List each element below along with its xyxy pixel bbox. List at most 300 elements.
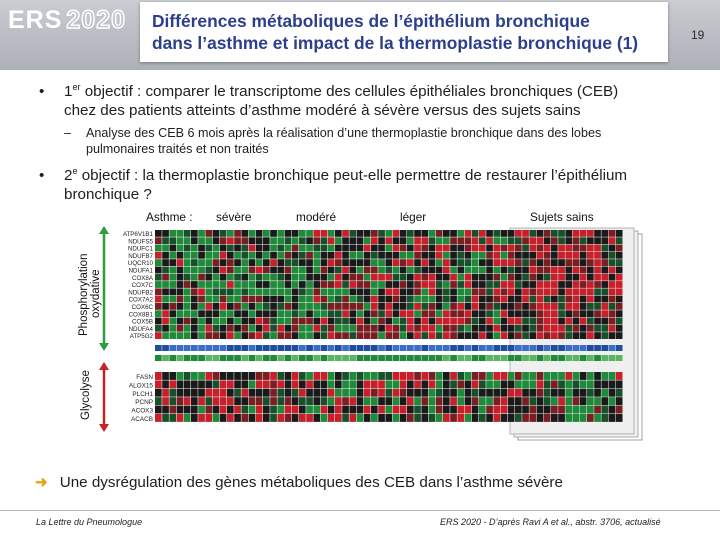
heatmap-cell (328, 372, 335, 380)
heatmap-cell (234, 237, 241, 244)
heatmap-cell (450, 389, 457, 397)
heatmap-cell (263, 230, 270, 237)
heatmap-cell (198, 406, 205, 414)
heatmap-cell (501, 245, 508, 252)
heatmap-cell (479, 332, 486, 339)
heatmap-cell (234, 325, 241, 332)
heatmap-cell (558, 397, 565, 405)
heatmap-cell (270, 267, 277, 274)
heatmap-cell (493, 406, 500, 414)
heatmap-cell (479, 288, 486, 295)
heatmap-cell (472, 267, 479, 274)
heatmap-cell (443, 310, 450, 317)
heatmap-cell (601, 267, 608, 274)
heatmap-cell (155, 332, 162, 339)
group-strip-cell (522, 345, 529, 351)
heatmap-cell (522, 288, 529, 295)
heatmap-cell (565, 406, 572, 414)
heatmap-cell (299, 296, 306, 303)
heatmap-cell (313, 380, 320, 388)
heatmap-cell (436, 274, 443, 281)
heatmap-cell (205, 274, 212, 281)
heatmap-cell (378, 332, 385, 339)
heatmap-cell (299, 259, 306, 266)
heatmap-cell (277, 237, 284, 244)
group-strip-cell (371, 345, 378, 351)
heatmap-cell (565, 252, 572, 259)
heatmap-cell (213, 318, 220, 325)
heatmap-cell (493, 325, 500, 332)
heatmap-cell (472, 252, 479, 259)
heatmap-cell (191, 259, 198, 266)
heatmap-cell (587, 288, 594, 295)
heatmap-cell (551, 372, 558, 380)
heatmap-cell (436, 310, 443, 317)
heatmap-cell (357, 414, 364, 422)
heatmap-cell (544, 310, 551, 317)
group-strip-cell (306, 355, 313, 361)
heatmap-cell (414, 397, 421, 405)
heatmap-cell (364, 245, 371, 252)
heatmap-cell (414, 332, 421, 339)
heatmap-cell (198, 267, 205, 274)
heatmap-cell (407, 406, 414, 414)
heatmap-cell (169, 267, 176, 274)
group-strip-cell (443, 355, 450, 361)
heatmap-cell (299, 325, 306, 332)
heatmap-cell (169, 406, 176, 414)
heatmap-cell (263, 397, 270, 405)
heatmap-cell (501, 325, 508, 332)
heatmap-cell (501, 389, 508, 397)
heatmap-cell (306, 397, 313, 405)
heatmap-cell (299, 288, 306, 295)
heatmap-cell (486, 296, 493, 303)
group-strip-cell (587, 345, 594, 351)
heatmap-cell (364, 310, 371, 317)
heatmap-cell (414, 288, 421, 295)
heatmap-cell (558, 281, 565, 288)
heatmap-cell (551, 288, 558, 295)
heatmap-cell (537, 281, 544, 288)
heatmap-cell (234, 389, 241, 397)
heatmap-cell (544, 372, 551, 380)
heatmap-cell (162, 397, 169, 405)
label-glycolyse: Glycolyse (80, 370, 92, 420)
heatmap-cell (321, 237, 328, 244)
heatmap-cell (234, 380, 241, 388)
heatmap-cell (436, 245, 443, 252)
heatmap-cell (573, 274, 580, 281)
heatmap-cell (450, 230, 457, 237)
heatmap-cell (472, 230, 479, 237)
heatmap-cell (515, 310, 522, 317)
heatmap-cell (306, 230, 313, 237)
heatmap-cell (587, 406, 594, 414)
heatmap-cell (529, 310, 536, 317)
heatmap-cell (429, 252, 436, 259)
heatmap-cell (155, 281, 162, 288)
heatmap-cell (501, 310, 508, 317)
heatmap-cell (299, 252, 306, 259)
heatmap-cell (213, 310, 220, 317)
heatmap-cell (371, 389, 378, 397)
heatmap-cell (155, 406, 162, 414)
heatmap-cell (450, 252, 457, 259)
heatmap-cell (249, 259, 256, 266)
heatmap-cell (587, 281, 594, 288)
heatmap-cell (299, 389, 306, 397)
heatmap-cell (558, 259, 565, 266)
heatmap-cell (249, 245, 256, 252)
heatmap-cell (537, 397, 544, 405)
group-strip-cell (321, 355, 328, 361)
heatmap-cell (508, 414, 515, 422)
heatmap-cell (342, 281, 349, 288)
group-strip-cell (529, 345, 536, 351)
heatmap-cell (378, 318, 385, 325)
heatmap-cell (213, 230, 220, 237)
heatmap-cell (457, 259, 464, 266)
heatmap-cell (169, 372, 176, 380)
heatmap-cell (443, 397, 450, 405)
heatmap-cell (508, 259, 515, 266)
heatmap-cell (169, 288, 176, 295)
heatmap-cell (393, 325, 400, 332)
group-strip-cell (508, 345, 515, 351)
heatmap-cell (551, 267, 558, 274)
heatmap-cell (472, 406, 479, 414)
heatmap-cell (493, 414, 500, 422)
heatmap-cell (601, 288, 608, 295)
heatmap-cell (443, 237, 450, 244)
ers-logo: ERS 2020 (8, 6, 127, 34)
heatmap-cell (429, 310, 436, 317)
heatmap-cell (573, 252, 580, 259)
heatmap-cell (601, 310, 608, 317)
heatmap-cell (155, 245, 162, 252)
heatmap-cell (616, 303, 623, 310)
heatmap-cell (349, 414, 356, 422)
heatmap-cell (371, 372, 378, 380)
heatmap-cell (508, 267, 515, 274)
heatmap-cell (263, 303, 270, 310)
group-strip-cell (277, 355, 284, 361)
bullet-dot: • (39, 83, 45, 100)
heatmap-cell (421, 389, 428, 397)
heatmap-cell (378, 245, 385, 252)
heatmap-cell (529, 332, 536, 339)
heatmap-cell (472, 296, 479, 303)
heatmap-cell (529, 303, 536, 310)
heatmap-cell (220, 296, 227, 303)
heatmap-cell (285, 332, 292, 339)
title-line-1: Différences métaboliques de l’épithélium bronchique (152, 11, 590, 31)
heatmap-cell (501, 332, 508, 339)
heatmap-cell (220, 230, 227, 237)
heatmap-cell (364, 406, 371, 414)
heatmap-cell (306, 296, 313, 303)
heatmap-cell (479, 372, 486, 380)
heatmap-cell (342, 380, 349, 388)
heatmap-cell (198, 230, 205, 237)
heatmap-cell (378, 389, 385, 397)
heatmap-cell (335, 237, 342, 244)
heatmap-cell (450, 406, 457, 414)
group-strip-cell (508, 355, 515, 361)
heatmap-cell (364, 296, 371, 303)
heatmap-cell (573, 259, 580, 266)
heatmap-cell (594, 332, 601, 339)
heatmap-cell (436, 281, 443, 288)
heatmap-cell (587, 414, 594, 422)
heatmap-cell (357, 380, 364, 388)
heatmap-cell (450, 372, 457, 380)
heatmap-cell (234, 318, 241, 325)
heatmap-cell (313, 230, 320, 237)
heatmap-cell (249, 303, 256, 310)
heatmap-cell (544, 245, 551, 252)
heatmap-cell (594, 406, 601, 414)
heatmap-cell (609, 230, 616, 237)
heatmap-cell (580, 389, 587, 397)
heatmap-cell (270, 380, 277, 388)
heatmap-cell (573, 380, 580, 388)
heatmap-cell (544, 230, 551, 237)
group-strip-cell (400, 345, 407, 351)
heatmap-cell (155, 296, 162, 303)
heatmap-cell (378, 288, 385, 295)
heatmap-cell (522, 296, 529, 303)
heatmap-cell (573, 325, 580, 332)
heatmap-cell (241, 230, 248, 237)
heatmap-cell (544, 252, 551, 259)
gene-label: NDUFA4 (128, 325, 153, 333)
heatmap-cell (241, 252, 248, 259)
heatmap-cell (436, 237, 443, 244)
heatmap-cell (407, 318, 414, 325)
heatmap-cell (573, 414, 580, 422)
heatmap-cell (357, 318, 364, 325)
heatmap-cell (594, 397, 601, 405)
heatmap-cell (450, 245, 457, 252)
heatmap-cell (249, 252, 256, 259)
heatmap-cell (609, 237, 616, 244)
heatmap-cell (205, 332, 212, 339)
heatmap-cell (328, 267, 335, 274)
group-strip-cell (414, 345, 421, 351)
heatmap-cell (378, 380, 385, 388)
heatmap-cell (256, 245, 263, 252)
heatmap-cell (565, 318, 572, 325)
heatmap-cell (565, 389, 572, 397)
heatmap-cell (234, 288, 241, 295)
heatmap-cell (587, 332, 594, 339)
heatmap-cell (371, 303, 378, 310)
heatmap-cell (558, 332, 565, 339)
heatmap-cell (342, 245, 349, 252)
heatmap-cell (587, 274, 594, 281)
heatmap-cell (515, 296, 522, 303)
heatmap-cell (277, 267, 284, 274)
group-strip-cell (450, 355, 457, 361)
heatmap-cell (601, 318, 608, 325)
heatmap-cell (609, 259, 616, 266)
heatmap-cell (429, 281, 436, 288)
heatmap-cell (184, 318, 191, 325)
heatmap-cell (227, 296, 234, 303)
heatmap-cell (601, 325, 608, 332)
heatmap-cell (515, 237, 522, 244)
heatmap-cell (486, 281, 493, 288)
heatmap-cell (601, 296, 608, 303)
heatmap-cell (407, 389, 414, 397)
heatmap-cell (285, 318, 292, 325)
heatmap-cell (241, 406, 248, 414)
heatmap-cell (414, 414, 421, 422)
heatmap-cell (270, 389, 277, 397)
bullet-objective-1: • 1er objectif : comparer le transcriptome des cellules épithéliales bronchiques (CEB) chez des patients atteints d’asthme modéré à sévère versus des sujets sains (39, 81, 619, 119)
heatmap-cell (328, 325, 335, 332)
heatmap-cell (601, 281, 608, 288)
heatmap-cell (501, 259, 508, 266)
glyco-arrow (99, 362, 109, 432)
heatmap-cell (306, 380, 313, 388)
group-strip-cell (191, 345, 198, 351)
heatmap-cell (573, 389, 580, 397)
footer-divider (0, 510, 720, 511)
heatmap-cell (537, 296, 544, 303)
heatmap-cell (292, 310, 299, 317)
heatmap-cell (321, 380, 328, 388)
group-strip-cell (328, 355, 335, 361)
heatmap-cell (421, 237, 428, 244)
heatmap-cell (378, 230, 385, 237)
heatmap-cell (443, 281, 450, 288)
heatmap-cell (472, 281, 479, 288)
heatmap-cell (565, 380, 572, 388)
heatmap-cell (616, 267, 623, 274)
heatmap-cell (191, 318, 198, 325)
heatmap-cell (443, 252, 450, 259)
heatmap-cell (162, 414, 169, 422)
heatmap-cell (565, 230, 572, 237)
heatmap-cell (393, 303, 400, 310)
heatmap-cell (529, 245, 536, 252)
page-number: 19 (691, 28, 705, 42)
group-strip-cell (486, 355, 493, 361)
heatmap-cell (522, 230, 529, 237)
heatmap-cell (364, 259, 371, 266)
heatmap-cell (515, 259, 522, 266)
heatmap-cell (364, 281, 371, 288)
heatmap-cell (249, 325, 256, 332)
group-strip-cell (551, 355, 558, 361)
heatmap-cell (450, 281, 457, 288)
heatmap-cell (270, 230, 277, 237)
heatmap-cell (616, 245, 623, 252)
heatmap-cell (594, 380, 601, 388)
heatmap-cell (349, 252, 356, 259)
heatmap-cell (335, 296, 342, 303)
group-strip-cell (349, 355, 356, 361)
heatmap-cell (177, 380, 184, 388)
heatmap-cell (220, 397, 227, 405)
heatmap-cell (335, 274, 342, 281)
heatmap-cell (573, 237, 580, 244)
heatmap-cell (465, 389, 472, 397)
group-strip-cell (292, 355, 299, 361)
heatmap-cell (479, 245, 486, 252)
heatmap-cell (616, 372, 623, 380)
heatmap-cell (421, 281, 428, 288)
heatmap-cell (256, 372, 263, 380)
heatmap-cell (486, 274, 493, 281)
heatmap-cell (234, 406, 241, 414)
heatmap-cell (407, 372, 414, 380)
heatmap-cell (515, 332, 522, 339)
group-strip-cell (220, 345, 227, 351)
heatmap-cell (429, 325, 436, 332)
heatmap-cell (162, 230, 169, 237)
heatmap-cell (544, 281, 551, 288)
heatmap-cell (285, 281, 292, 288)
heatmap-cell (184, 296, 191, 303)
heatmap-cell (573, 296, 580, 303)
heatmap-cell (184, 252, 191, 259)
heatmap-cell (601, 389, 608, 397)
group-strip-cell (256, 345, 263, 351)
group-strip-cell (443, 345, 450, 351)
heatmap-cell (393, 372, 400, 380)
group-strip-cell (299, 355, 306, 361)
group-strip-cell (565, 355, 572, 361)
heatmap-cell (429, 414, 436, 422)
heatmap-cell (364, 303, 371, 310)
group-strip-cell (429, 355, 436, 361)
heatmap-cell (407, 397, 414, 405)
heatmap-cell (385, 332, 392, 339)
heatmap-cell (277, 230, 284, 237)
heatmap-cell (371, 397, 378, 405)
group-strip-cell (198, 345, 205, 351)
heatmap-cell (277, 296, 284, 303)
heatmap-cell (277, 252, 284, 259)
heatmap-cell (501, 372, 508, 380)
heatmap-cell (335, 230, 342, 237)
heatmap-cell (537, 372, 544, 380)
heatmap-cell (234, 332, 241, 339)
group-strip-cell (436, 355, 443, 361)
heatmap-cell (371, 274, 378, 281)
heatmap-cell (241, 372, 248, 380)
heatmap-cell (508, 274, 515, 281)
heatmap-cell (436, 380, 443, 388)
heatmap-cell (587, 303, 594, 310)
group-strip-cell (429, 345, 436, 351)
heatmap-cell (162, 274, 169, 281)
heatmap-cell (594, 296, 601, 303)
heatmap-cell (421, 252, 428, 259)
heatmap-cell (587, 259, 594, 266)
heatmap-cell (385, 267, 392, 274)
heatmap-cell (234, 303, 241, 310)
heatmap-cell (313, 372, 320, 380)
group-strip-cell (357, 355, 364, 361)
heatmap-cell (544, 406, 551, 414)
heatmap-cell (342, 310, 349, 317)
heatmap-cell (558, 303, 565, 310)
